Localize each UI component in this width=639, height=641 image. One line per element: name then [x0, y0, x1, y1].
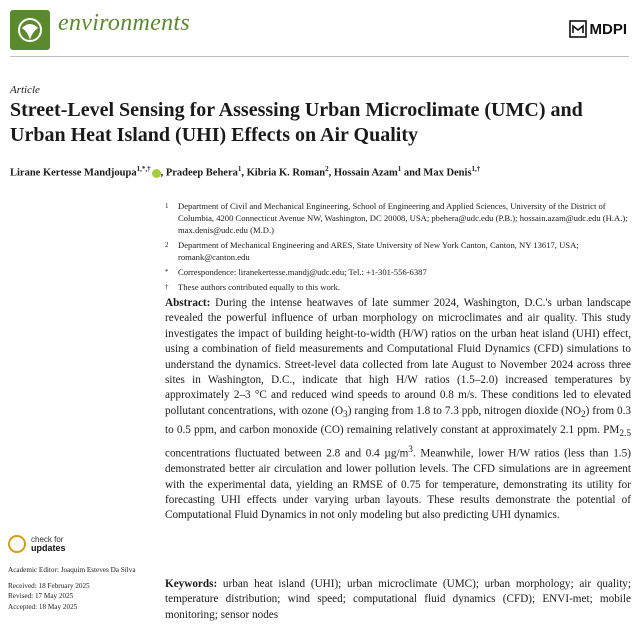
publisher-name: MDPI	[589, 20, 627, 38]
check-line1: check for	[31, 535, 64, 544]
abstract-text: During the intense heatwaves of late summer 2024, Washington, D.C.'s urban landscape revealed the powerful influence of urban morphology on microclimates and air quality. This study investigates the impact of building height-to-width (H/W) ratios on the urban heat island (UHI) effect, using a combination of field measurements and Computational Fluid Dynamics (CFD) simulations to understand the dynamics. Street-level data collected from late August to November 2024 across three sites in Washington, D.C., indicate that high H/W ratios (1.5–2.0) increased temperatures by approximately 2–3 °C and reduced wind speeds to around 0.8 m/s. These conditions led to elevated pollutant concentrations, with ozone (O	[165, 297, 632, 417]
mdpi-icon	[569, 20, 587, 38]
header-divider	[10, 56, 629, 57]
academic-editor: Academic Editor: Joaquim Esteves Da Silva	[8, 566, 136, 574]
publisher-logo[interactable]	[569, 20, 628, 38]
page-title: Street-Level Sensing for Assessing Urban Microclimate (UMC) and Urban Heat Island (UHI) Effects on Air Quality	[10, 99, 583, 146]
author-name[interactable]: Max Denis	[423, 167, 472, 179]
author-affiliation-mark: 1	[397, 165, 402, 173]
affiliation-text: These authors contributed equally to this work.	[178, 282, 341, 292]
subscript: 2.5	[619, 429, 631, 440]
check-for-updates-icon	[8, 535, 26, 553]
abstract-text: ) ranging from 1.8 to 7.3 ppb, nitrogen dioxide (NO	[347, 404, 581, 417]
check-for-updates-label	[31, 535, 66, 553]
affiliation-text: Correspondence: liranekertesse.mandj@udc.edu; Tel.: +1-301-556-6387	[178, 267, 427, 277]
received-date: Received: 18 February 2025	[8, 581, 90, 590]
abstract-label: Abstract:	[165, 297, 211, 309]
superscript: 3	[408, 445, 413, 456]
abstract-text: ) from 0.3 to 0.5 ppm, and carbon monoxide (CO) remaining relatively constant at approximately 2.1 ppm. PM	[165, 404, 631, 437]
author-name[interactable]: Lirane Kertesse Mandjoupa	[10, 167, 137, 179]
article-type: Article	[10, 84, 40, 96]
abstract-text: . Meanwhile, lower H/W ratios (less than 1.5) demonstrated better air circulation and lower pollution levels. The CFD simulations are in agreement with the experimental data, yielding an RMSE of 0.75 for temperature, demonstrating its utility for forecasting UHI effects under varying urban layouts. These results demonstrate the potential of Computational Fluid Dynamics in not only modeling but also predicting UHI dynamics.	[165, 447, 631, 522]
affiliation-item	[165, 281, 630, 293]
author-affiliation-mark: 2	[325, 165, 329, 173]
accepted-date: Accepted: 18 May 2025	[8, 602, 78, 611]
orcid-icon[interactable]	[152, 169, 161, 178]
keywords-text: urban heat island (UHI); urban microclimate (UMC); urban morphology; air quality; temperature distribution; wind speed; computational fluid dynamics (CFD); ENVI-met; mobile monitoring; sensor nodes	[165, 578, 631, 621]
author-list: Lirane Kertesse Mandjoupa$^{1,*,\dagger}$ , Pradeep Behera$^1$, Kibria K. Roman$^2$, Hossain Azam$^1$ and Max Denis$^{1,\dagger}$	[10, 165, 481, 179]
subscript: 3	[343, 410, 348, 421]
affiliation-text: Department of Mechanical Engineering and ARES, State University of New York Canton, Canton, NY 13617, USA; romank@canton.edu	[178, 240, 579, 262]
affiliation-item	[165, 239, 630, 263]
affiliation-text: Department of Civil and Mechanical Engineering, School of Engineering and Applied Sciences, University of the District of Columbia, 4200 Connecticut Avenue NW, Washington, DC 20008, USA; pbehera@udc.edu (P.B.); hossain.azam@udc.edu (H.A.); max.denis@udc.edu (M.D.)	[178, 201, 628, 235]
author-affiliation-mark: 1,†	[471, 165, 481, 173]
affiliation-mark: *	[165, 268, 169, 276]
affiliation-mark: †	[165, 283, 169, 291]
affiliation-mark: 2	[165, 241, 169, 249]
keywords	[165, 577, 631, 623]
author-name[interactable]: Pradeep Behera	[165, 167, 238, 179]
affiliations	[165, 200, 630, 296]
author-name[interactable]: Kibria K. Roman	[246, 167, 326, 179]
article-dates	[8, 565, 158, 612]
abstract	[165, 296, 631, 524]
journal-name[interactable]: environments	[58, 10, 191, 36]
author-affiliation-mark: 1,*,†	[136, 165, 151, 173]
author-affiliation-mark: 1	[237, 165, 242, 173]
abstract-text: concentrations fluctuated between 2.8 and 0.4 µg/m	[165, 447, 409, 460]
journal-logo	[10, 10, 50, 50]
check-line2: updates	[31, 543, 66, 553]
affiliation-item	[165, 200, 630, 236]
affiliation-mark: 1	[165, 202, 169, 210]
check-for-updates-button[interactable]	[8, 535, 66, 553]
revised-date: Revised: 17 May 2025	[8, 592, 74, 600]
subscript: 2	[580, 410, 586, 421]
affiliation-item	[165, 266, 630, 278]
keywords-label: Keywords:	[165, 578, 218, 590]
author-name[interactable]: Hossain Azam	[333, 167, 398, 179]
